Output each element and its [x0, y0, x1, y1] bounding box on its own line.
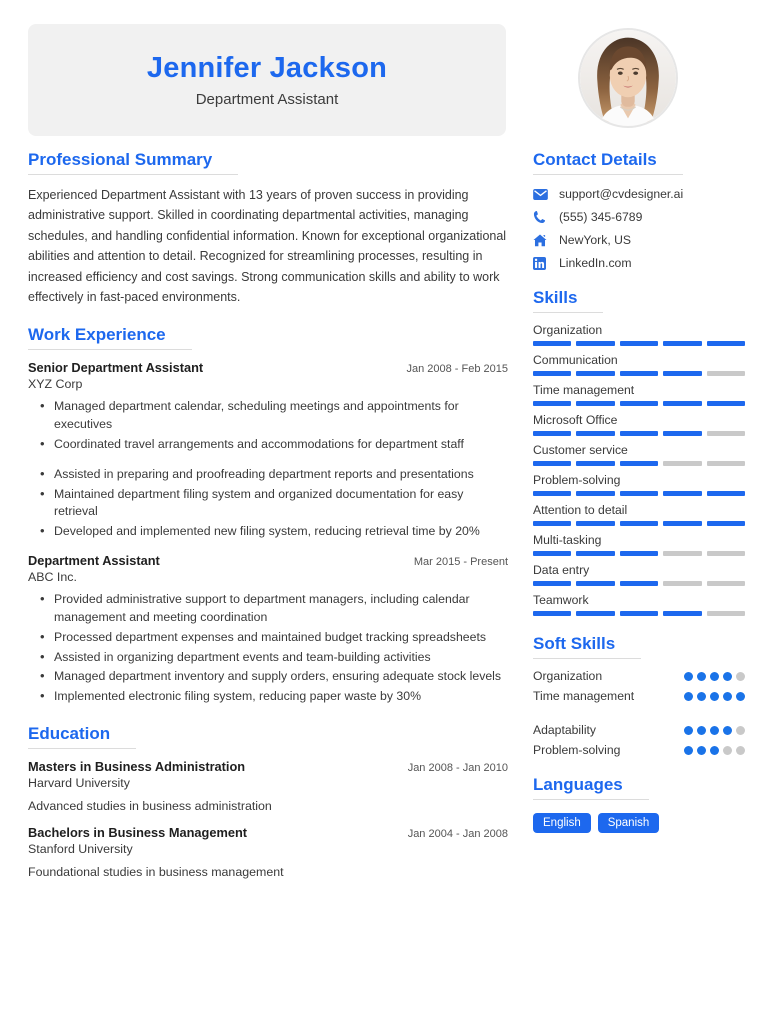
skill-level-bar [533, 491, 745, 496]
section-languages [533, 775, 745, 833]
contact-value: LinkedIn.com [559, 256, 632, 270]
work-bullet: • Implemented electronic filing system, reducing paper waste by 30% [28, 688, 508, 706]
skill-segment [533, 371, 571, 376]
section-work-experience [28, 325, 508, 706]
skill-item [533, 353, 745, 376]
contact-item[interactable] [533, 233, 745, 247]
skill-segment [620, 551, 658, 556]
skill-segment [663, 341, 701, 346]
work-company: ABC Inc. [28, 570, 77, 585]
soft-skill-dot [684, 692, 693, 701]
soft-skill-item [533, 743, 745, 757]
skill-item [533, 383, 745, 406]
skill-segment [533, 341, 571, 346]
section-contact-details [533, 150, 745, 270]
left-column [28, 150, 508, 897]
education-date-range: Jan 2008 - Jan 2010 [407, 762, 508, 775]
soft-skill-dot [723, 726, 732, 735]
skill-segment [576, 491, 614, 496]
work-bullet: • Managed department calendar, scheduling meetings and appointments for executives [28, 398, 508, 434]
skill-segment [576, 371, 614, 376]
skill-segment [576, 581, 614, 586]
skill-segment [663, 491, 701, 496]
skill-item [533, 323, 745, 346]
work-bullet-list [28, 398, 508, 541]
work-heading: Work Experience [28, 325, 166, 350]
skill-segment [620, 491, 658, 496]
soft-skill-dot [710, 746, 719, 755]
contact-heading: Contact Details [533, 150, 657, 175]
language-chip[interactable]: English [533, 813, 591, 833]
education-description: Foundational studies in business management [28, 865, 284, 880]
work-date-range: Mar 2015 - Present [413, 556, 508, 569]
soft-skill-item [533, 669, 745, 683]
skill-label: Problem-solving [533, 473, 621, 487]
soft-skill-dot [736, 672, 745, 681]
skill-segment [663, 521, 701, 526]
skill-level-bar [533, 431, 745, 436]
education-date-range: Jan 2004 - Jan 2008 [407, 828, 508, 841]
skill-level-bar [533, 371, 745, 376]
work-bullet-list [28, 591, 508, 706]
contact-value: support@cvdesigner.ai [559, 187, 684, 201]
soft-skill-dot [697, 692, 706, 701]
skill-segment [707, 461, 745, 466]
skill-segment [663, 461, 701, 466]
soft-skill-dot [710, 672, 719, 681]
skill-segment [533, 611, 571, 616]
skill-item [533, 503, 745, 526]
skill-segment [620, 581, 658, 586]
education-description: Advanced studies in business administration [28, 799, 272, 814]
education-entry-header [28, 825, 508, 840]
education-entry [28, 759, 508, 813]
soft-skill-dot [723, 746, 732, 755]
skill-level-bar [533, 611, 745, 616]
work-bullet: • Coordinated travel arrangements and accommodations for department staff [28, 436, 508, 454]
contact-value: (555) 345-6789 [559, 210, 643, 224]
soft-skill-label: Time management [533, 689, 635, 703]
skill-segment [707, 581, 745, 586]
work-entry [28, 553, 508, 706]
contact-item[interactable] [533, 256, 745, 270]
soft-skill-dot [684, 726, 693, 735]
education-degree: Bachelors in Business Management [28, 825, 248, 841]
skill-segment [620, 461, 658, 466]
education-entry [28, 825, 508, 879]
soft-skill-dot [697, 746, 706, 755]
soft-skill-dot [723, 692, 732, 701]
skill-label: Microsoft Office [533, 413, 618, 427]
skills-list [533, 323, 745, 616]
education-entry-header [28, 759, 508, 774]
skill-segment [707, 551, 745, 556]
skill-label: Time management [533, 383, 635, 397]
skill-level-bar [533, 461, 745, 466]
soft-skill-dot [697, 672, 706, 681]
soft-skill-dot [723, 672, 732, 681]
skill-label: Communication [533, 353, 618, 367]
soft-skill-label: Problem-solving [533, 743, 621, 757]
education-entry-list [28, 759, 508, 879]
skill-level-bar [533, 341, 745, 346]
section-education [28, 724, 508, 879]
education-degree: Masters in Business Administration [28, 759, 246, 775]
skill-segment [707, 521, 745, 526]
work-bullet: • Processed department expenses and maintained budget tracking spreadsheets [28, 629, 508, 647]
avatar [578, 28, 678, 128]
skill-segment [663, 581, 701, 586]
right-column [533, 150, 745, 851]
contact-item[interactable] [533, 210, 745, 224]
work-entry-list [28, 360, 508, 706]
skill-level-bar [533, 521, 745, 526]
page-title: Jennifer Jackson [146, 51, 388, 84]
work-job-title: Department Assistant [28, 553, 160, 569]
skill-segment [663, 371, 701, 376]
skill-segment [533, 461, 571, 466]
skill-segment [707, 371, 745, 376]
soft-skills-list [533, 669, 745, 757]
skill-item [533, 443, 745, 466]
work-bullet: • Provided administrative support to department managers, including calendar management and meeting coordination [28, 591, 508, 627]
summary-text: Experienced Department Assistant with 13 years of proven success in providing administrative support. Skilled in coordinating departmental activities, managing schedules, and handling confidential information. Known for exceptional organizational abilities and attention to detail. Recognized for streamlining processes, resulting in increased efficiency and cost savings. Strong communication skills and ability to work effectively in fast-paced environments. [28, 188, 507, 304]
skill-label: Data entry [533, 563, 590, 577]
summary-heading: Professional Summary [28, 150, 212, 175]
education-school: Stanford University [28, 842, 133, 857]
soft-skill-dot [684, 672, 693, 681]
skill-segment [620, 611, 658, 616]
section-soft-skills [533, 634, 745, 757]
languages-list [533, 813, 745, 833]
soft-skill-rating [684, 692, 745, 701]
skill-segment [533, 491, 571, 496]
skill-segment [707, 401, 745, 406]
soft-skill-dot [736, 746, 745, 755]
skill-segment [576, 521, 614, 526]
soft-skill-rating [684, 672, 745, 681]
soft-skill-dot [710, 692, 719, 701]
soft-skill-dot [736, 726, 745, 735]
skill-item [533, 563, 745, 586]
skill-item [533, 473, 745, 496]
skill-label: Customer service [533, 443, 628, 457]
contact-list [533, 187, 745, 270]
job-title: Department Assistant [195, 91, 339, 109]
phone-icon [533, 210, 550, 224]
skill-level-bar [533, 551, 745, 556]
skill-segment [663, 551, 701, 556]
skill-segment [576, 401, 614, 406]
soft-skill-rating [684, 726, 745, 735]
work-bullet: • Assisted in preparing and proofreading department reports and presentations [28, 466, 508, 484]
soft-skill-rating [684, 746, 745, 755]
avatar-photo [580, 30, 676, 126]
skill-segment [533, 581, 571, 586]
home-icon [533, 233, 550, 247]
skill-item [533, 533, 745, 556]
linkedin-icon [533, 256, 550, 270]
skill-segment [707, 431, 745, 436]
work-company: XYZ Corp [28, 377, 83, 392]
work-entry [28, 360, 508, 541]
name-panel [28, 24, 506, 136]
soft-skills-heading: Soft Skills [533, 634, 615, 659]
skill-segment [663, 611, 701, 616]
soft-skill-dot [684, 746, 693, 755]
soft-skill-label: Organization [533, 669, 603, 683]
contact-item[interactable] [533, 187, 745, 201]
work-bullet: • Assisted in organizing department events and team-building activities [28, 649, 508, 667]
work-bullet: • Developed and implemented new filing system, reducing retrieval time by 20% [28, 523, 508, 541]
languages-heading: Languages [533, 775, 623, 800]
skill-segment [620, 371, 658, 376]
soft-skill-label: Adaptability [533, 723, 597, 737]
skill-level-bar [533, 401, 745, 406]
skill-item [533, 413, 745, 436]
skills-heading: Skills [533, 288, 577, 313]
work-bullet: • Maintained department filing system and organized documentation for easy retrieval [28, 486, 508, 522]
skill-segment [533, 551, 571, 556]
soft-skill-item [533, 689, 745, 703]
skill-segment [620, 521, 658, 526]
resume-header [0, 0, 768, 140]
skill-segment [576, 611, 614, 616]
skill-label: Attention to detail [533, 503, 628, 517]
contact-value: NewYork, US [559, 233, 632, 247]
skill-segment [620, 431, 658, 436]
soft-skill-dot [697, 726, 706, 735]
skill-segment [576, 341, 614, 346]
work-bullet: • Managed department inventory and supply orders, ensuring adequate stock levels [28, 668, 508, 686]
skill-item [533, 593, 745, 616]
section-skills [533, 288, 745, 616]
skill-segment [707, 341, 745, 346]
skill-segment [707, 611, 745, 616]
skill-label: Organization [533, 323, 603, 337]
skill-segment [620, 341, 658, 346]
skill-segment [533, 521, 571, 526]
education-heading: Education [28, 724, 110, 749]
skill-label: Multi-tasking [533, 533, 602, 547]
skill-level-bar [533, 581, 745, 586]
soft-skill-dot [710, 726, 719, 735]
soft-skill-dot [736, 692, 745, 701]
skill-segment [576, 551, 614, 556]
section-professional-summary [28, 150, 508, 307]
work-entry-header [28, 360, 508, 375]
skill-segment [663, 431, 701, 436]
education-school: Harvard University [28, 776, 130, 791]
work-entry-header [28, 553, 508, 568]
work-job-title: Senior Department Assistant [28, 360, 204, 376]
skill-segment [533, 401, 571, 406]
skill-label: Teamwork [533, 593, 589, 607]
skill-segment [707, 491, 745, 496]
skill-segment [620, 401, 658, 406]
language-chip[interactable]: Spanish [598, 813, 660, 833]
envelope-icon [533, 187, 550, 201]
work-date-range: Jan 2008 - Feb 2015 [406, 363, 508, 376]
soft-skill-item [533, 723, 745, 737]
skill-segment [576, 431, 614, 436]
skill-segment [663, 401, 701, 406]
skill-segment [576, 461, 614, 466]
skill-segment [533, 431, 571, 436]
